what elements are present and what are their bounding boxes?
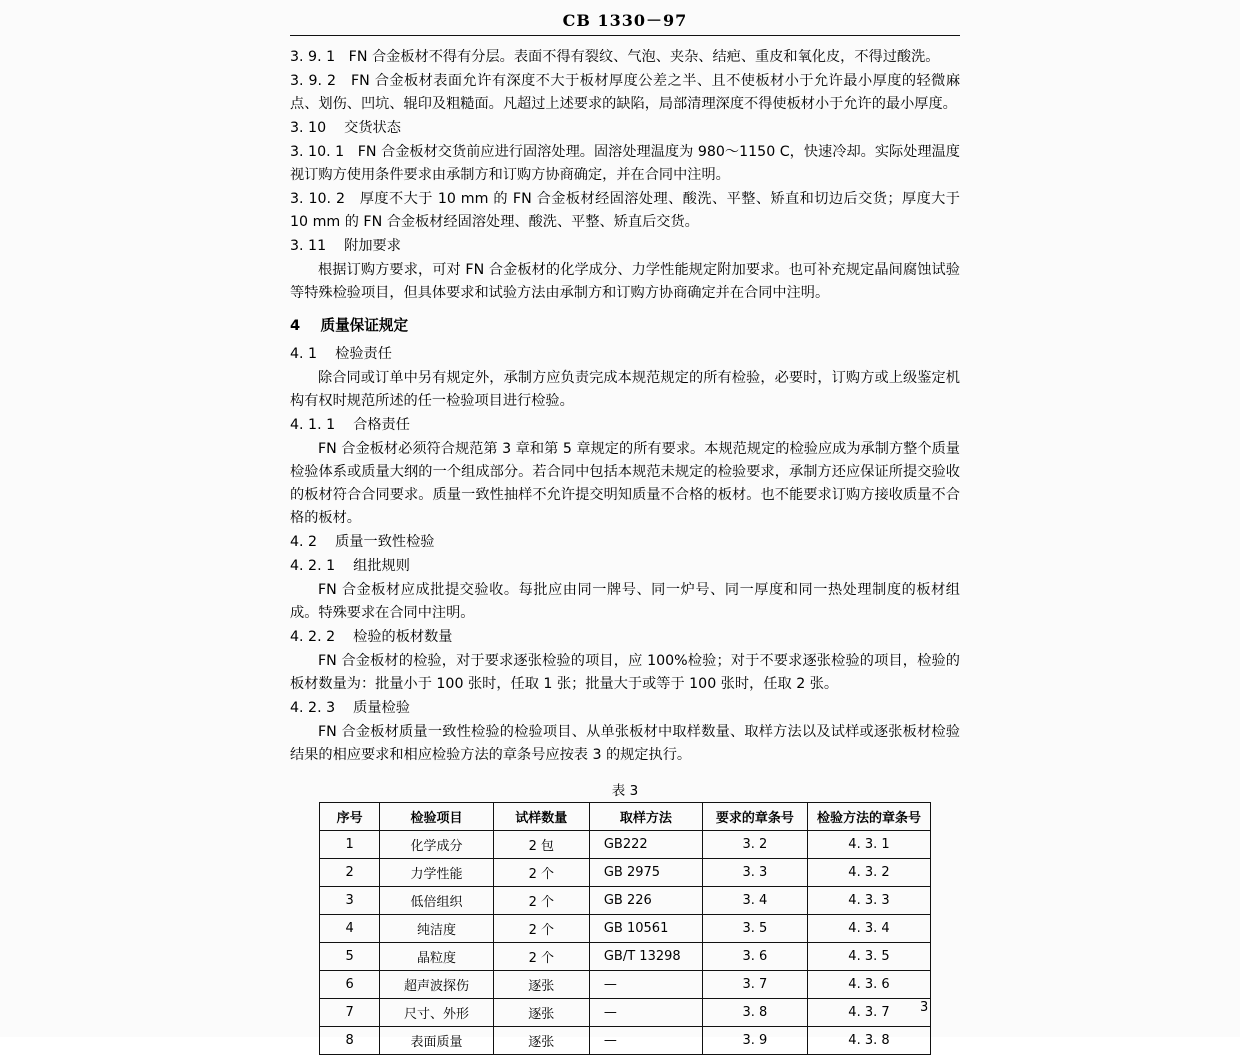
section-number: 4 <box>290 317 301 334</box>
cell-method-clause: 4. 3. 4 <box>807 914 930 942</box>
table-row <box>320 886 931 914</box>
clause-label: 3. 10 <box>290 120 327 136</box>
cell-requirement-clause: 3. 7 <box>702 970 807 998</box>
page-header-title: CB 1330－97 <box>562 11 688 30</box>
clause-4-2-1 <box>290 555 960 578</box>
page-content <box>290 8 960 1055</box>
clause-label: 3. 10. 2 <box>290 191 345 207</box>
cell-item: 力学性能 <box>380 858 494 886</box>
clause-3-11-body: 根据订购方要求，可对 FN 合金板材的化学成分、力学性能规定附加要求。也可补充规定晶间腐蚀试验等特殊检验项目，但具体要求和试验方法由承制方和订购方协商确定并在合同中注明。 <box>290 262 960 301</box>
cell-sampling-method: GB/T 13298 <box>589 942 702 970</box>
clause-3-10 <box>290 117 960 140</box>
cell-method-clause: 4. 3. 2 <box>807 858 930 886</box>
clause-4-2-3-body: FN 合金板材质量一致性检验的检验项目、从单张板材中取样数量、取样方法以及试样或逐张板材检验结果的相应要求和相应检验方法的章条号应按表 3 的规定执行。 <box>290 723 960 763</box>
cell-item: 化学成分 <box>380 830 494 858</box>
column-header-sample-count: 试样数量 <box>493 802 589 830</box>
column-header-method-clause: 检验方法的章条号 <box>807 802 930 830</box>
table-row <box>320 970 931 998</box>
cell-sampling-method: — <box>589 1026 702 1054</box>
cell-sample-count: 2 个 <box>493 858 589 886</box>
clause-label: 3. 10. 1 <box>290 144 345 160</box>
clause-text: 检验责任 <box>335 345 392 362</box>
clause-label: 4. 2. 2 <box>290 628 336 645</box>
clause-text: FN 合金板材不得有分层。表面不得有裂纹、气泡、夹杂、结疤、重皮和氧化皮，不得过酸洗。 <box>348 49 940 65</box>
clause-3-10-2 <box>290 188 960 234</box>
cell-seq: 7 <box>320 998 380 1026</box>
clause-label: 4. 1 <box>290 345 318 362</box>
clause-label: 3. 11 <box>290 238 327 254</box>
clause-3-9-1 <box>290 46 960 69</box>
cell-seq: 3 <box>320 886 380 914</box>
table-row <box>320 942 931 970</box>
cell-method-clause: 4. 3. 5 <box>807 942 930 970</box>
cell-item: 低倍组织 <box>380 886 494 914</box>
clause-text: 质量一致性检验 <box>335 533 435 550</box>
cell-requirement-clause: 3. 8 <box>702 998 807 1026</box>
clause-text: 质量检验 <box>353 699 410 716</box>
cell-method-clause: 4. 3. 7 <box>807 998 930 1026</box>
clause-label: 3. 9. 2 <box>290 73 337 89</box>
clause-label: 4. 1. 1 <box>290 416 336 433</box>
cell-sample-count: 逐张 <box>493 998 589 1026</box>
clause-text: FN 合金板材交货前应进行固溶处理。固溶处理温度为 980～1150 C，快速冷却。实际处理温度视订购方使用条件要求由承制方和订购方协商确定，并在合同中注明。 <box>290 144 960 183</box>
cell-sampling-method: GB222 <box>589 830 702 858</box>
table-caption: 表 3 <box>611 782 639 799</box>
clause-text: 交货状态 <box>344 120 401 136</box>
cell-item: 晶粒度 <box>380 942 494 970</box>
clause-label: 4. 2. 1 <box>290 557 336 574</box>
cell-seq: 6 <box>320 970 380 998</box>
cell-sampling-method: — <box>589 998 702 1026</box>
clause-3-9-2 <box>290 70 960 116</box>
table-row <box>320 998 931 1026</box>
clause-text: 厚度不大于 10 mm 的 FN 合金板材经固溶处理、酸洗、平整、矫直和切边后交货；厚度大于 10 mm 的 FN 合金板材经固溶处理、酸洗、平整、矫直后交货。 <box>290 191 960 230</box>
cell-sample-count: 2 个 <box>493 886 589 914</box>
cell-sample-count: 2 个 <box>493 914 589 942</box>
clause-4-2 <box>290 531 960 554</box>
section-4-heading <box>290 314 960 338</box>
clause-4-1-body: 除合同或订单中另有规定外，承制方应负责完成本规范规定的所有检验，必要时，订购方或上级鉴定机构有权时规范所述的任一检验项目进行检验。 <box>290 369 960 409</box>
cell-seq: 4 <box>320 914 380 942</box>
cell-method-clause: 4. 3. 1 <box>807 830 930 858</box>
cell-method-clause: 4. 3. 8 <box>807 1026 930 1054</box>
cell-item: 纯洁度 <box>380 914 494 942</box>
cell-seq: 5 <box>320 942 380 970</box>
column-header-seq: 序号 <box>320 802 380 830</box>
cell-requirement-clause: 3. 4 <box>702 886 807 914</box>
clause-label: 4. 2. 3 <box>290 699 336 716</box>
clause-label: 3. 9. 1 <box>290 49 336 65</box>
clause-4-2-1-body: FN 合金板材应成批提交验收。每批应由同一牌号、同一炉号、同一厚度和同一热处理制度的板材组成。特殊要求在合同中注明。 <box>290 581 960 621</box>
column-header-item: 检验项目 <box>380 802 494 830</box>
page-number: 3 <box>920 1000 929 1015</box>
cell-sample-count: 逐张 <box>493 970 589 998</box>
clause-text: FN 合金板材表面允许有深度不大于板材厚度公差之半、且不使板材小于允许最小厚度的轻微麻点、划伤、凹坑、辊印及粗糙面。凡超过上述要求的缺陷，局部清理深度不得使板材小于允许的最小厚度。 <box>290 73 961 112</box>
cell-requirement-clause: 3. 5 <box>702 914 807 942</box>
clause-4-2-2 <box>290 626 960 649</box>
table-row <box>320 830 931 858</box>
cell-method-clause: 4. 3. 6 <box>807 970 930 998</box>
cell-seq: 2 <box>320 858 380 886</box>
cell-requirement-clause: 3. 6 <box>702 942 807 970</box>
clause-4-2-3 <box>290 697 960 720</box>
clause-4-2-2-body: FN 合金板材的检验，对于要求逐张检验的项目，应 100%检验；对于不要求逐张检验的项目，检验的板材数量为：批量小于 100 张时，任取 1 张；批量大于或等于 100 张时，任取 2 张。 <box>290 652 960 692</box>
header-divider <box>290 35 960 36</box>
clause-3-11 <box>290 235 960 258</box>
cell-sampling-method: — <box>589 970 702 998</box>
cell-method-clause: 4. 3. 3 <box>807 886 930 914</box>
clause-3-10-1 <box>290 141 960 187</box>
cell-sampling-method: GB 226 <box>589 886 702 914</box>
clause-4-1-1 <box>290 414 960 437</box>
column-header-requirement-clause: 要求的章条号 <box>702 802 807 830</box>
table-header-row <box>320 802 931 830</box>
cell-requirement-clause: 3. 3 <box>702 858 807 886</box>
cell-item: 超声波探伤 <box>380 970 494 998</box>
cell-seq: 1 <box>320 830 380 858</box>
cell-seq: 8 <box>320 1026 380 1054</box>
cell-sample-count: 逐张 <box>493 1026 589 1054</box>
cell-item: 尺寸、外形 <box>380 998 494 1026</box>
clause-text: 合格责任 <box>353 416 410 433</box>
table-row <box>320 1026 931 1054</box>
clause-text: 附加要求 <box>344 238 401 254</box>
clause-4-1-1-body: FN 合金板材必须符合规范第 3 章和第 5 章规定的所有要求。本规范规定的检验应成为承制方整个质量检验体系或质量大纲的一个组成部分。若合同中包括本规范未规定的检验要求，承制方还应保证所提交验收的板材符合合同要求。质量一致性抽样不允许提交明知质量不合格的板材。也不能要求订购方接收质量不合格的板材。 <box>290 440 960 526</box>
cell-sampling-method: GB 2975 <box>589 858 702 886</box>
clause-text: 组批规则 <box>353 557 410 574</box>
cell-sampling-method: GB 10561 <box>589 914 702 942</box>
table-row <box>320 858 931 886</box>
inspection-items-table <box>319 802 931 1055</box>
cell-requirement-clause: 3. 9 <box>702 1026 807 1054</box>
section-title: 质量保证规定 <box>320 317 409 334</box>
cell-item: 表面质量 <box>380 1026 494 1054</box>
column-header-sampling-method: 取样方法 <box>589 802 702 830</box>
cell-requirement-clause: 3. 2 <box>702 830 807 858</box>
clause-text: 检验的板材数量 <box>353 628 453 645</box>
cell-sample-count: 2 个 <box>493 942 589 970</box>
cell-sample-count: 2 包 <box>493 830 589 858</box>
table-row <box>320 914 931 942</box>
clause-label: 4. 2 <box>290 533 318 550</box>
clause-4-1 <box>290 343 960 366</box>
